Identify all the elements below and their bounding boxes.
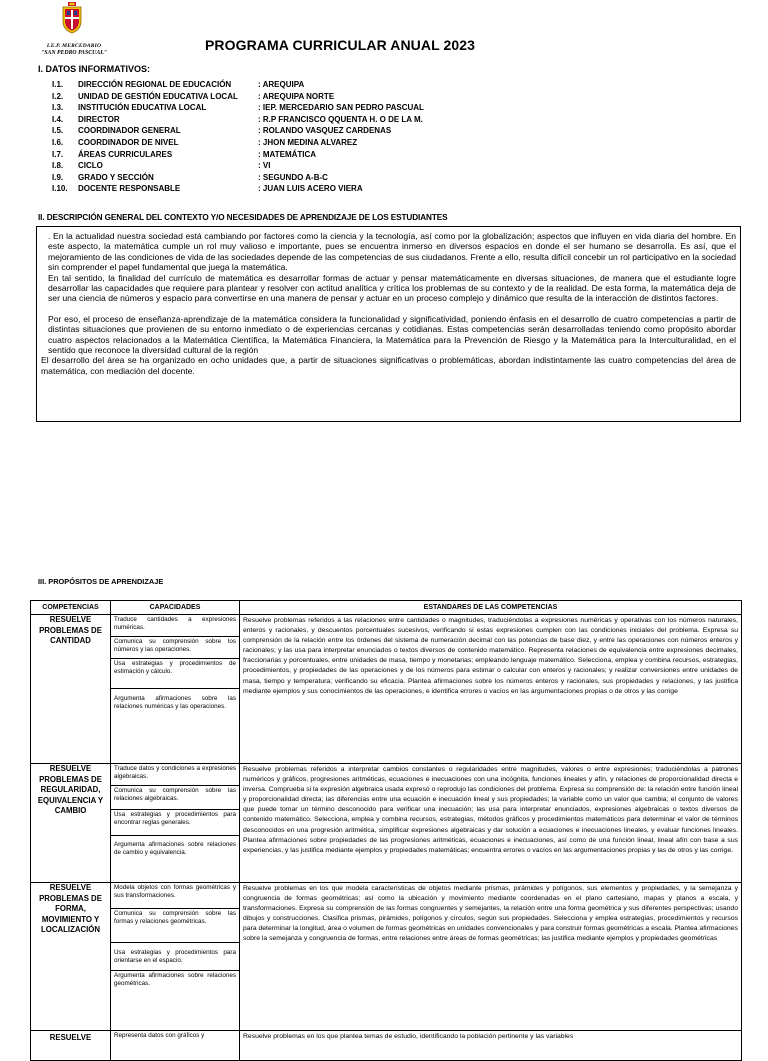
capacity-item: Usa estrategias y procedimientos para encontrar reglas generales.	[111, 810, 239, 836]
capacities-cell	[111, 615, 240, 764]
info-value: : JUAN LUIS ACERO VIERA	[258, 184, 363, 194]
info-label: GRADO Y SECCIÓN	[78, 172, 154, 182]
info-row	[52, 126, 472, 138]
info-value: : SEGUNDO A-B-C	[258, 172, 328, 182]
capacities-cell	[111, 764, 240, 883]
info-label: CICLO	[78, 161, 103, 171]
info-list	[52, 80, 472, 196]
capacities-cell	[111, 1031, 240, 1061]
info-number: I.1.	[52, 80, 64, 89]
info-number: I.4.	[52, 114, 64, 124]
info-row	[52, 184, 472, 196]
info-value: : R.P FRANCISCO QQUENTA H. O DE LA M.	[258, 114, 423, 124]
info-row	[52, 115, 472, 127]
capacity-item: Usa estrategias y procedimientos de estimación y cálculo.	[111, 659, 239, 689]
column-header: ESTANDARES DE LAS COMPETENCIAS	[240, 601, 742, 615]
competency-name: RESUELVE	[31, 1031, 111, 1061]
info-number: I.7.	[52, 149, 64, 159]
competency-standard: Resuelve problemas en los que plantea temas de estudio, identificando la población pertinente y las variables	[240, 1031, 742, 1061]
competency-standard: Resuelve problemas referidos a interpretar cambios constantes o regularidades entre magnitudes, valores o entre expresiones; traduciéndolas a patrones numéricos y gráficos, progresiones aritméticas, ecuaciones e inecuaciones con una incógnita, funciones lineales y afín, y relaciones de proporcionalidad directa e inversa. Comprueba si la expresión algebraica usada expresó o reprodujo las condiciones del problema. Expresa su comprensión de: la relación entre función lineal y proporcionalidad directa; las diferencias entre una ecuación e inecuación lineal y sus propiedades; la variable como un valor que cambia; el conjunto de valores que puede tomar un término desconocido para verificar una inecuación; las usa para interpretar enunciados, expresiones algebraicas o textos diversos de contenido matemático. Selecciona, emplea y combina recursos, estrategias, métodos gráficos y procedimientos matemáticos para determinar el valor de términos desconocidos en una progresión aritmética, simplificar expresiones algebraicas y dar solución a ecuaciones e inecuaciones lineales, y evaluar funciones lineales. Plantea afirmaciones sobre propiedades de las progresiones aritméticas, ecuaciones e inecuaciones, así como de una función lineal, lineal afín con base a sus experiencias, y las justifica mediante ejemplos y propiedades matemáticas; encuentra errores o vacíos en las argumentaciones propias y las de otros y las corrige.	[240, 764, 742, 883]
info-label: DOCENTE RESPONSABLE	[78, 184, 181, 194]
capacity-item: Usa estrategias y procedimientos para orientarse en el espacio.	[111, 943, 239, 971]
info-value: : JHON MEDINA ALVAREZ	[258, 137, 358, 147]
info-value: : IEP. MERCEDARIO SAN PEDRO PASCUAL	[258, 103, 424, 113]
table-row	[31, 764, 742, 883]
capacity-item: Traduce datos y condiciones a expresiones algebraicas.	[111, 764, 239, 786]
logo-school-name: "SAN PEDRO PASCUAL"	[41, 50, 107, 56]
page-title: PROGRAMA CURRICULAR ANUAL 2023	[204, 37, 476, 53]
info-label: DIRECTOR	[78, 114, 120, 124]
info-value: : AREQUIPA	[258, 80, 305, 89]
info-value: : VI	[258, 161, 271, 171]
info-value: : AREQUIPA NORTE	[258, 91, 335, 101]
info-number: I.5.	[52, 126, 64, 136]
context-paragraph: Por eso, el proceso de enseñanza-aprendizaje de la matemática considera la funcionalidad y significatividad, poniendo énfasis en el desarrollo de cuatro competencias a partir de distintas situaciones que provienen de su entorno inmediato o de experiencias cercanas y cotidianas. Estas competencias serán desarrolladas teniendo como propósito abordar cuatro aspectos relacionados a la Matemática Científica, la Matemática Financiera, la Matemática para la Prevención de Riesgo y la Matemática para la Interculturalidad, en el sentido que reconoce la diversidad cultural de la región	[48, 313, 736, 356]
info-value: : ROLANDO VASQUEZ CARDENAS	[258, 126, 392, 136]
section-3-heading: III. PROPÓSITOS DE APRENDIZAJE	[38, 577, 164, 586]
capacity-item: Modela objetos con formas geométricas y sus transformaciones.	[111, 883, 239, 909]
info-label: UNIDAD DE GESTIÓN EDUCATIVA LOCAL	[78, 91, 238, 101]
table-row	[31, 615, 742, 764]
capacity-item: Comunica su comprensión sobre los números y las operaciones.	[111, 637, 239, 659]
info-number: I.2.	[52, 91, 64, 101]
logo-school-type: I.E.P. MERCEDARIO	[46, 43, 102, 49]
info-label: INSTITUCIÓN EDUCATIVA LOCAL	[78, 103, 207, 113]
column-header: COMPETENCIAS	[31, 601, 111, 615]
competencies-table	[30, 600, 742, 1061]
capacity-item: Argumenta afirmaciones sobre relaciones geométricas.	[114, 972, 236, 987]
competency-name: RESUELVE PROBLEMAS DE FORMA, MOVIMIENTO Y LOCALIZACIÓN	[31, 883, 111, 1031]
table-header-row	[31, 601, 742, 615]
info-value: : MATEMÁTICA	[258, 149, 317, 159]
info-row	[52, 161, 472, 173]
capacity-item: Representa datos con gráficos y	[114, 1032, 205, 1039]
capacity-item: Argumenta afirmaciones sobre relaciones de cambio y equivalencia.	[114, 841, 236, 856]
info-label: COORDINADOR GENERAL	[78, 126, 181, 136]
info-row	[52, 80, 472, 92]
info-label: DIRECCIÓN REGIONAL DE EDUCACIÓN	[78, 80, 232, 89]
info-row	[52, 150, 472, 162]
info-label: COORDINADOR DE NIVEL	[78, 137, 179, 147]
info-number: I.9.	[52, 172, 64, 182]
competency-standard: Resuelve problemas en los que modela características de objetos mediante prismas, pirámides y polígonos, sus elementos y propiedades, y la semejanza y congruencia de formas geométricas; así como la ubicación y movimiento mediante coordenadas en el plano cartesiano, mapas y planos a escala, y transformaciones. Expresa su comprensión de las formas congruentes y semejantes, la relación entre una forma geométrica y sus diferentes perspectivas; usando dibujos y construcciones. Clasifica prismas, pirámides, polígonos y círculos, según sus propiedades. Selecciona y emplea estrategias, procedimientos y recursos para determinar la longitud, área o volumen de formas geométricas en unidades convencionales y para construir formas geométricas a escala. Plantea afirmaciones sobre la semejanza y congruencia de formas, entre relaciones entre áreas de formas geométricas; las justifica mediante ejemplos y propiedades geométricas	[240, 883, 742, 1031]
context-description-box	[36, 226, 741, 422]
competency-name: RESUELVE PROBLEMAS DE REGULARIDAD, EQUIVALENCIA Y CAMBIO	[31, 764, 111, 883]
info-row	[52, 138, 472, 150]
info-number: I.10.	[52, 184, 68, 194]
info-label: ÁREAS CURRICULARES	[78, 149, 173, 159]
context-paragraph: El desarrollo del área se ha organizado en ocho unidades que, a partir de situaciones significativas o problemáticas, abordan indistintamente las cuatro competencias del área de matemática, con mediación del docente.	[41, 355, 736, 376]
table-row	[31, 1031, 742, 1061]
capacities-cell	[111, 883, 240, 1031]
info-number: I.8.	[52, 161, 64, 171]
capacity-item: Traduce cantidades a expresiones numéricas.	[111, 615, 239, 637]
school-crest-icon	[60, 2, 84, 34]
competency-standard: Resuelve problemas referidos a las relaciones entre cantidades o magnitudes, traduciéndolas a expresiones numéricas y operativas con los números naturales, enteros y racionales, y descuentos porcentuales sucesivos, verificando si estas expresiones cumplen con las condiciones iniciales del problema. Expresa su comprensión de la relación entre los órdenes del sistema de numeración decimal con las potencias de base diez, y entre las operaciones con números enteros y racionales; y las usa para interpretar enunciados o textos diversos de contenido matemático. Representa relaciones de equivalencia entre expresiones decimales, fraccionarias y porcentuales, entre unidades de masa, tiempo y monetarias; empleando lenguaje matemático. Selecciona, emplea y combina recursos, estrategias, procedimientos, y propiedades de las operaciones y de los números para estimar o calcular con enteros y racionales; y realizar conversiones entre unidades de masa, tiempo y temperatura; verificando su eficacia. Plantea afirmaciones sobre los números enteros y racionales, sus propiedades y relaciones, y las justifica mediante ejemplos y sus conocimientos de las operaciones, e identifica errores o vacíos en las argumentaciones propias o de otros y las corrige	[240, 615, 742, 764]
info-row	[52, 92, 472, 104]
section-1-heading: I. DATOS INFORMATIVOS:	[38, 64, 150, 74]
table-row	[31, 883, 742, 1031]
competency-name: RESUELVE PROBLEMAS DE CANTIDAD	[31, 615, 111, 764]
context-paragraph: . En la actualidad nuestra sociedad está cambiando por factores como la ciencia y la tecnología, así como por la globalización; aspectos que influyen en vida diaria del hombre. En este aspecto, la matemática cumple un rol muy valioso e importante, pues se encuentra inmerso en diversos espacios en donde el ser humano se desarrolla. Es así, que el mejoramiento de las condiciones de vida de las sociedades depende de las competencias de sus ciudadanos. Frente a ello, resulta difícil concebir un rol participativo en la sociedad sin comprender el papel fundamental que juega la matemática.	[48, 231, 736, 273]
capacity-item: Comunica su comprensión sobre las formas y relaciones geométricas.	[111, 909, 239, 943]
info-row	[52, 103, 472, 115]
column-header: CAPACIDADES	[111, 601, 240, 615]
section-2-heading: II. DESCRIPCIÓN GENERAL DEL CONTEXTO Y/O NECESIDADES DE APRENDIZAJE DE LOS ESTUDIANTES	[38, 213, 448, 222]
info-number: I.6.	[52, 137, 64, 147]
capacity-item: Argumenta afirmaciones sobre las relaciones numéricas y las operaciones.	[114, 695, 236, 710]
capacity-item: Comunica su comprensión sobre las relaciones algebraicas.	[111, 786, 239, 810]
context-paragraph: En tal sentido, la finalidad del currículo de matemática es desarrollar formas de actuar y pensar matemáticamente en diversas situaciones, de manera que el estudiante logre desarrollar las capacidades que requiere para plantear y resolver con actitud analítica y crítica los problemas de su contexto y de la realidad. De esta forma, la matemática deja de ser una ciencia de números y espacio para convertirse en una manera de pensar y actuar en un proceso complejo y dinámico que resulta de la interacción de distintos factores.	[48, 272, 736, 304]
info-row	[52, 173, 472, 185]
info-number: I.3.	[52, 103, 64, 113]
